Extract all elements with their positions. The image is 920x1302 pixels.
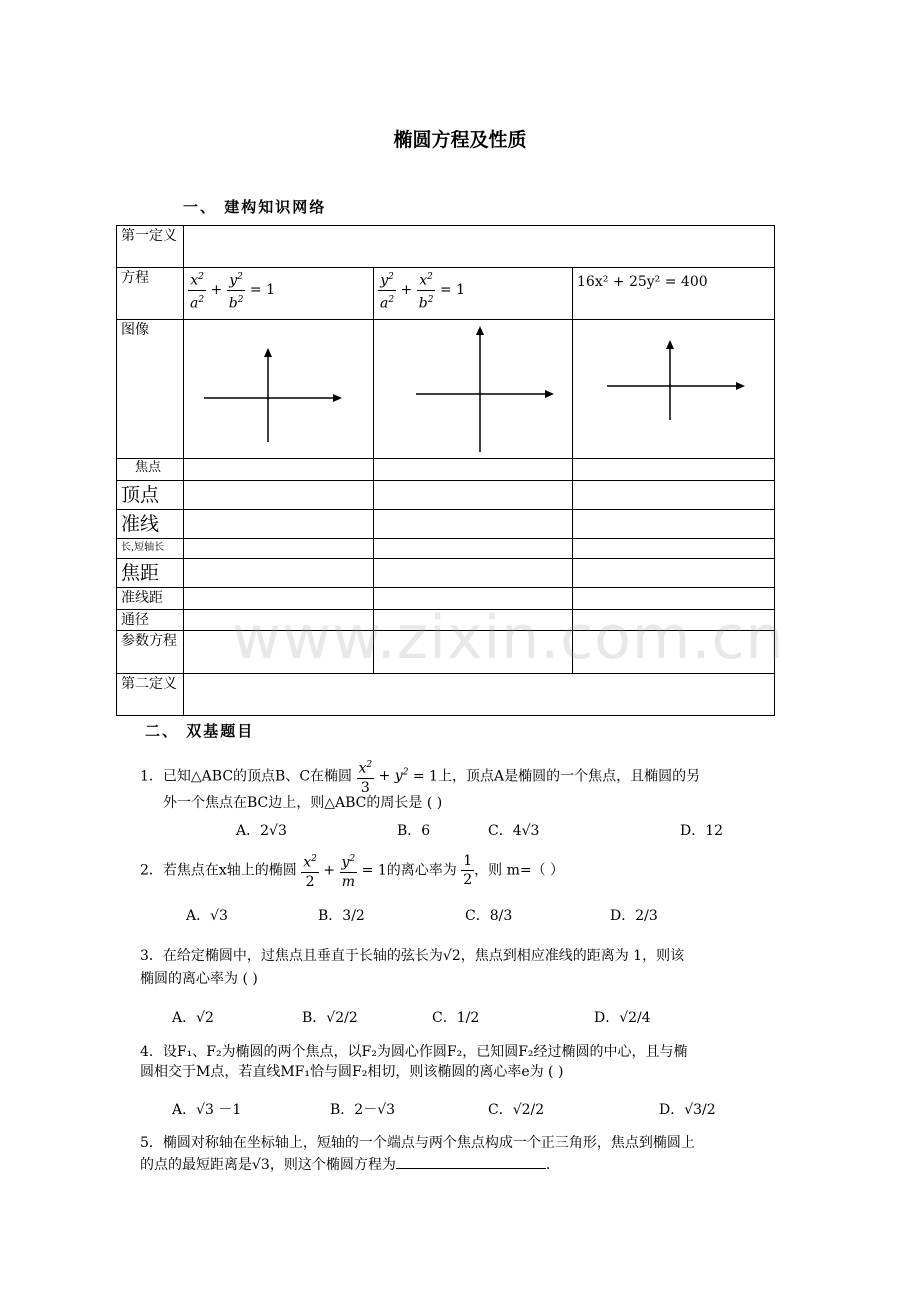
row-label-vertex: 顶点 bbox=[117, 481, 184, 510]
q2-option-b[interactable]: B．3/2 bbox=[318, 908, 365, 924]
q1-option-d[interactable]: D．12 bbox=[680, 823, 724, 839]
q2-option-d[interactable]: D．2/3 bbox=[610, 908, 658, 924]
cell-def2 bbox=[184, 673, 775, 715]
row-label-dirdist: 准线距 bbox=[117, 588, 184, 609]
q3-option-d[interactable]: D．√2/4 bbox=[594, 1010, 651, 1026]
row-label-def2: 第二定义 bbox=[117, 673, 184, 715]
graph-cell-2 bbox=[374, 320, 573, 459]
question-3-line-1: 3．在给定椭圆中，过焦点且垂直于长轴的弦长为√2，焦点到相应准线的距离为 1，则该 bbox=[140, 948, 685, 964]
graph-cell-3 bbox=[573, 320, 775, 459]
question-4-line-2: 圆相交于M点，若直线MF₁恰与圆F₂相切，则该椭圆的离心率e为 ( ) bbox=[140, 1064, 564, 1080]
axes-graph-2 bbox=[378, 320, 568, 452]
q2-option-a[interactable]: A．√3 bbox=[186, 908, 228, 924]
q1-option-b[interactable]: B．6 bbox=[397, 823, 431, 839]
q4-option-a[interactable]: A．√3 －1 bbox=[172, 1102, 242, 1118]
q4-option-b[interactable]: B．2－√3 bbox=[330, 1102, 396, 1118]
question-2: 2．若焦点在x轴上的椭圆 $\frac{x^2}{2}$ + $\frac{y^2}{m}$ = 1的离心率为 $\frac{1}{2}$ ，则 m=（ ） bbox=[140, 850, 785, 891]
equation-2: $\frac{y^2}{a^2}$ + $\frac{x^2}{b^2}$ = 1 bbox=[374, 268, 573, 320]
question-3-line-2: 椭圆的离心率为 ( ) bbox=[140, 971, 258, 987]
graph-cell-1 bbox=[184, 320, 374, 459]
question-5-line-2: 的点的最短距离是√3，则这个椭圆方程为 . bbox=[140, 1152, 785, 1178]
question-1-line-2: 外一个焦点在BC边上，则△ABC的周长是 ( ) bbox=[163, 795, 443, 811]
row-label-focus: 焦点 bbox=[117, 459, 184, 481]
q3-option-a[interactable]: A．√2 bbox=[172, 1010, 214, 1026]
equation-1: $\frac{x^2}{a^2}$ + $\frac{y^2}{b^2}$ = 1 bbox=[184, 268, 374, 320]
row-label-focal: 焦距 bbox=[117, 559, 184, 588]
cell-def1 bbox=[184, 226, 775, 268]
row-label-equation: 方程 bbox=[117, 268, 184, 320]
q1-option-c[interactable]: C．4√3 bbox=[488, 823, 540, 839]
q2-option-c[interactable]: C．8/3 bbox=[465, 908, 513, 924]
row-label-image: 图像 bbox=[117, 320, 184, 459]
question-5-line-1: 5．椭圆对称轴在坐标轴上，短轴的一个端点与两个焦点构成一个正三角形，焦点到椭圆上 bbox=[140, 1135, 695, 1151]
equation-3: 16x² + 25y² = 400 bbox=[573, 268, 775, 320]
section-heading-2: 二、 双基题目 bbox=[145, 722, 255, 740]
section-heading-1: 一、 建构知识网络 bbox=[183, 198, 327, 216]
q3-option-c[interactable]: C．1/2 bbox=[432, 1010, 480, 1026]
q1-fraction: $\frac{x^2}{3}$ bbox=[357, 756, 375, 797]
page-title: 椭圆方程及性质 bbox=[393, 129, 527, 151]
row-label-axes: 长,短轴长 bbox=[117, 539, 184, 559]
axes-graph-1 bbox=[188, 320, 368, 452]
row-label-latus: 通径 bbox=[117, 609, 184, 630]
q4-option-d[interactable]: D．√3/2 bbox=[659, 1102, 716, 1118]
question-4-line-1: 4．设F₁、F₂为椭圆的两个焦点，以F₂为圆心作圆F₂，已知圆F₂经过椭圆的中心，且与椭 bbox=[140, 1044, 688, 1060]
q1-option-a[interactable]: A．2√3 bbox=[236, 823, 287, 839]
row-label-directrix: 准线 bbox=[117, 510, 184, 539]
answer-blank[interactable] bbox=[396, 1154, 546, 1169]
q4-option-c[interactable]: C．√2/2 bbox=[488, 1102, 545, 1118]
watermark: www.zixin.com.cn bbox=[232, 603, 785, 673]
row-label-param: 参数方程 bbox=[117, 630, 184, 673]
axes-graph-3 bbox=[577, 320, 769, 452]
question-1-line-1: 1．已知△ABC的顶点B、C在椭圆 $\frac{x^2}{3}$ + $y^2 = 1$上，顶点A是椭圆的一个焦点，且椭圆的另 bbox=[140, 756, 785, 797]
q3-option-b[interactable]: B．√2/2 bbox=[302, 1010, 358, 1026]
row-label-def1: 第一定义 bbox=[117, 226, 184, 268]
